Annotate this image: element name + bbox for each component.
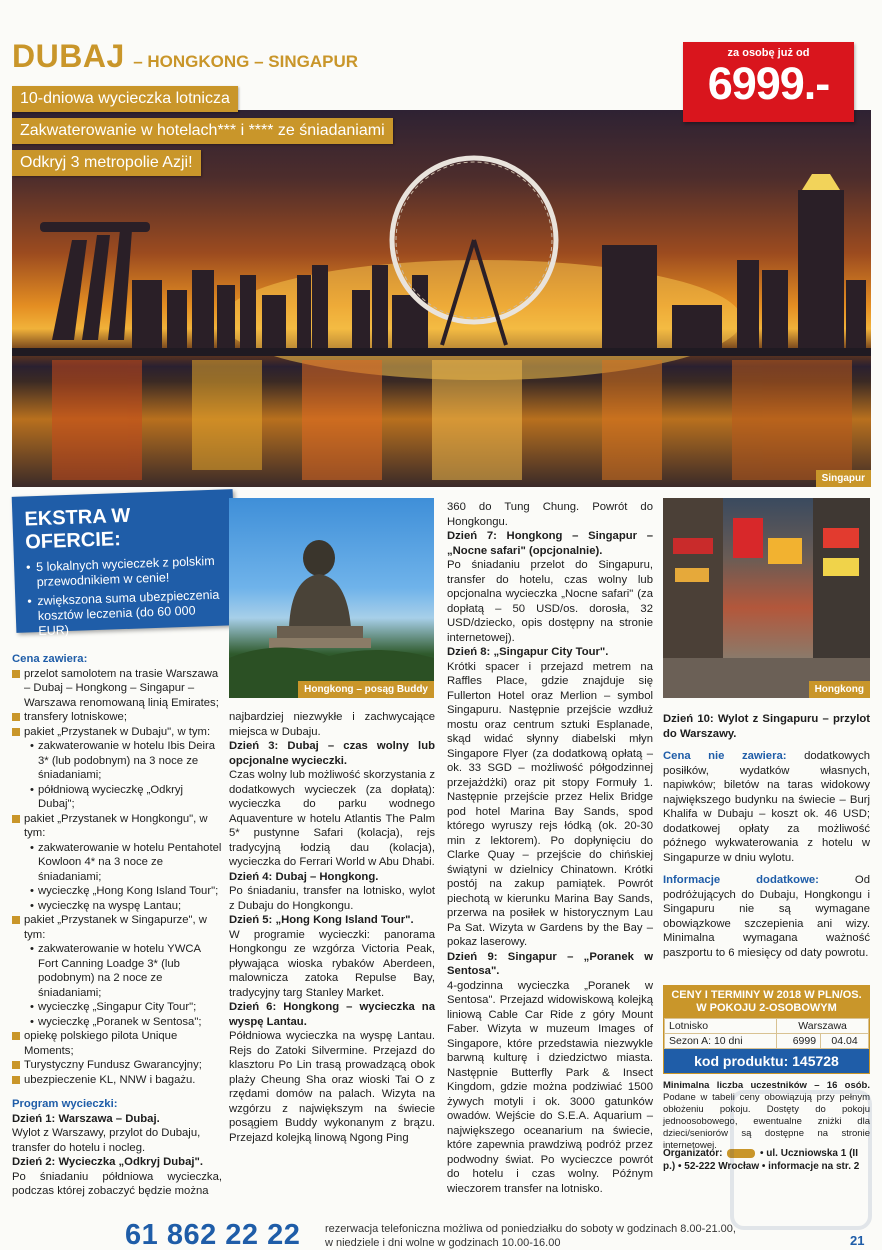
day-2-heading: Dzień 2: Wycieczka „Odkryj Dubaj". [12,1156,203,1168]
column-4 [663,712,870,960]
extra-offer-box [12,489,238,639]
dubai-sublist [30,739,222,812]
extra-item: • zwiększona suma ubezpieczenia kosztów leczenia (do 60 000 EUR) [27,587,227,639]
price-table-title-line1: CENY I TERMINY W 2018 W PLN/OS. [671,989,862,1001]
included-item: Turystyczny Fundusz Gwarancyjny; [12,1058,222,1073]
day-6-text: Półdniowa wycieczka na wyspę Lantau. Rejs do Zatoki Silvermine. Przejazd do klasztoru Po Lin trasą prowadzącą obok plaży Cheung Sha oraz wioski Tai O z rzędami domów na palach. Wizyta na wzgórzu z największym na świecie posągiem Buddy wykonanym z brązu. Przejazd kolejką linową Ngong Ping [229,1030,435,1144]
included-title: Cena zawiera: [12,653,88,665]
included-item [12,913,222,1029]
season-price: 6999 [777,1034,821,1049]
hongkong-caption: Hongkong [809,681,870,698]
tag-accommodation: Zakwaterowanie w hotelach*** i **** ze śniadaniami [12,118,393,144]
hongkong-sublist [30,841,222,914]
day-7-text: Po śniadaniu przelot do Singapuru, transfer do hotelu, czas wolny lub opcjonalna wycieczka „Nocne safari" (za dopłatą – 50 USD/os. dorosła, 32 USD/dziecko, opis dostępny na stronie internetowej). [447,559,653,644]
day-8-heading: Dzień 8: „Singapur City Tour". [447,646,609,658]
price-badge [683,42,854,122]
day-1-heading: Dzień 1: Warszawa – Dubaj. [12,1112,160,1125]
day-1-text: Wylot z Warszawy, przylot do Dubaju, transfer do hotelu i nocleg. [12,1127,201,1154]
info-heading: Informacje dodatkowe: [663,874,819,886]
hero-caption: Singapur [816,470,871,487]
season-label: Sezon A: 10 dni [665,1034,777,1049]
title-rest: – HONGKONG – SINGAPUR [133,52,358,71]
sublist-item: • zakwaterowanie w hotelu Pentahotel Kowloon 4* na 3 noce ze śniadaniami; [30,841,222,885]
buddha-caption: Hongkong – posąg Buddy [298,681,434,698]
price-label: za osobę już od [727,47,810,59]
singapore-sublist [30,942,222,1029]
price-table-grid [664,1018,869,1049]
included-item-text: pakiet „Przystanek w Singapurze", w tym: [24,914,207,941]
sublist-item: • wycieczkę „Poranek w Sentosa"; [30,1015,222,1030]
street-illustration [663,498,870,698]
day-3-text: Czas wolny lub możliwość skorzystania z dodatkowych wycieczek (za dopłatą): wycieczka do parku wodnego Aquaventure w hotelu Atlantis The Palm 5* pustynne Safari (kolacja), rejs tradycyjną łodzią dau (kolacja), wycieczka do Ferrari World w Abu Dhabi. [229,769,435,868]
col-header-airport: Lotnisko [665,1019,777,1034]
extra-list [26,553,228,639]
price-value: 6999.- [707,58,830,109]
buddha-photo [229,498,434,698]
sublist-item: • półdniową wycieczkę „Odkryj Dubaj"; [30,783,222,812]
day-2-continued: najbardziej niezwykłe i zachwycające miejsca w Dubaju. [229,711,435,738]
day-4-text: Po śniadaniu, transfer na lotnisko, wylot z Dubaju do Hongkongu. [229,885,435,912]
day-2-text: Po śniadaniu półdniowa wycieczka, podczas której zobaczyć będzie można [12,1170,222,1197]
included-item [12,725,222,812]
day-6-heading: Dzień 6: Hongkong – wycieczka na wyspę Lantau. [229,1001,435,1028]
page-title [12,38,358,75]
excluded-text: dodatkowych posiłków, wydatków własnych, napiwków; biletów na taras widokowy największego budynku na świecie – Burj Khalifa w Dubaju – koszt ok. 46 USD; dodatkowej opłaty za możliwość późnego wykwaterowania z hotelu w Singapurze w dniu wylotu. [663,750,871,864]
day-9-text: 4-godzinna wycieczka „Poranek w Sentosa". Przejazd widowiskową kolejką liniową Cable Car Ride z góry Mount Faber. Wizyta w muzeum Images of Singapore, które przedstawia niezwykle barwną kulturę i dziedzictwo miasta. Następnie Butterfly Park & Insect Kingdom, gdzie można podziwiać 1500 żywych motyli i ok. 3000 gatunków owadów. Wejście do S.E.A. Aquarium – największego oceanarium na świecie, które zapewnia prawdziwą podróż przez podwodny świat. Po wycieczce powrót do hotelu i czas wolny. Późnym wieczorem transfer na lotnisko. [447,979,653,1195]
excluded-heading: Cena nie zawiera: [663,750,787,762]
organizer-address: • ul. Uczniowska 1 (II p.) • 52-222 Wrocław • informacje na str. 2 [663,1148,860,1172]
included-item: transfery lotniskowe; [12,710,222,725]
day-3-heading: Dzień 3: Dubaj – czas wolny lub opcjonalne wycieczki. [229,740,435,767]
sublist-item: • wycieczkę „Singapur City Tour"; [30,1000,222,1015]
sublist-item: • zakwaterowanie w hotelu Ibis Deira 3* (lub podobnym) na 3 noce ze śniadaniami; [30,739,222,783]
sublist-item: • wycieczkę „Hong Kong Island Tour"; [30,884,222,899]
footer-hours [325,1222,736,1250]
watermark-logo [730,1090,872,1230]
extra-item: • 5 lokalnych wycieczek z polskim przewodnikiem w cenie! [26,553,226,590]
buddha-illustration [229,498,434,698]
included-item-text: pakiet „Przystanek w Dubaju", w tym: [24,725,211,738]
phone-number: 61 862 22 22 [125,1219,301,1250]
included-item: przelot samolotem na trasie Warszawa – Dubaj – Hongkong – Singapur – Warszawa renomowaną linią Emirates; [12,667,222,711]
column-3 [447,500,653,1196]
title-main: DUBAJ [12,38,125,74]
column-2 [229,710,435,1145]
included-item [12,812,222,914]
included-item-text: pakiet „Przystanek w Hongkongu", w tym: [24,812,208,839]
page-number: 21 [850,1233,865,1248]
column-1 [12,652,222,1199]
sublist-item: • zakwaterowanie w hotelu YWCA Fort Canning Loadge 3* (lub podobnym) na 2 noce ze śniadaniami; [30,942,222,1000]
day-8-text: Krótki spacer i przejazd metrem na Raffles Place, gdzie znajduje się Fullerton Hotel oraz Merlion – symbol Singapuru. Następnie przejście wzdłuż mostu oraz centrum sztuki Esplanade, skąd widać słynny diabelski młyn Singapore Flyer (za dodatkową opłatą – ok. 33 SGD – możliwość półgodzinnej przejażdżki) oraz pit stopy Formuły 1. Następnie przejście przez Helix Bridge pod hotel Marina Bay Sands, spod którego wyruszy rejs łódką (ok. 20-30 min z lektorem). Po dopłynięciu do Clarke Quay – przejście do chińskiej świątyni w dzielnicy Chinatown. Krótki postój na zakup pamiątek. Powrót piechotą w kierunku Marina Bay Sands, przerwa na posiłek w historycznym Lau Pa Sat. Wizyta w Gardens by the Bay – pokaz laserowy. [447,660,653,948]
included-item: ubezpieczenie KL, NNW i bagażu. [12,1073,222,1088]
min-participants-text: Podane w tabeli ceny obowiązują przy pełnym obłożeniu pokoju. Dostęty do pokoju jednoosobowego, ewentualne zniżki dla dzieci/seniorów są dostępne na stronie internetowej. [663,1092,870,1151]
day-4-heading: Dzień 4: Dubaj – Hongkong. [229,870,379,883]
extra-title: EKSTRA W OFERCIE: [24,504,131,554]
day-7-heading: Dzień 7: Hongkong – Singapur – „Nocne safari" (opcjonalnie). [447,530,653,557]
day-6-continued: 360 do Tung Chung. Powrót do Hongkongu. [447,501,653,528]
product-code: kod produktu: 145728 [664,1049,869,1073]
program-title: Program wycieczki: [12,1098,118,1110]
min-participants-heading: Minimalna liczba uczestników – 16 osób. [663,1080,870,1091]
included-list [12,667,222,1088]
day-5-text: W programie wycieczki: panorama Hongkongu ze wzgórza Victoria Peak, pływająca wioska rybaków Aberdeen, malownicza zatoka Repulse Bay, tradycyjny targ Stanley Market. [229,928,435,999]
footer-hours-line1: rezerwacja telefoniczna możliwa od poniedziałku do soboty w godzinach 8.00-21.00, [325,1223,736,1235]
organizer-label: Organizator: [663,1148,723,1159]
included-item: opiekę polskiego pilota Unique Moments; [12,1029,222,1058]
tag-trip-length: 10-dniowa wycieczka lotnicza [12,86,238,112]
info-text: Od podróżujących do Dubaju, Hongkongu i Singapuru nie są wymagane obowiązkowe szczepienia ani wizy. Minimalna wymagana ważność paszportu to 6 miesięcy od daty powrotu. [663,874,870,959]
sublist-item: • wycieczkę na wyspę Lantau; [30,899,222,914]
price-table-title-line2: W POKOJU 2-OSOBOWYM [696,1002,837,1014]
day-5-heading: Dzień 5: „Hong Kong Island Tour". [229,914,414,926]
price-table-title [664,986,869,1018]
price-table [663,985,870,1074]
tag-discover: Odkryj 3 metropolie Azji! [12,150,201,176]
col-header-warsaw: Warszawa [777,1019,869,1034]
footer-hours-line2: w niedziele i dni wolne w godzinach 10.00-16.00 [325,1237,561,1249]
hongkong-photo [663,498,870,698]
season-date: 04.04 [821,1034,869,1049]
day-10-heading: Dzień 10: Wylot z Singapuru – przylot do Warszawy. [663,713,870,740]
day-9-heading: Dzień 9: Singapur – „Poranek w Sentosa". [447,950,653,977]
